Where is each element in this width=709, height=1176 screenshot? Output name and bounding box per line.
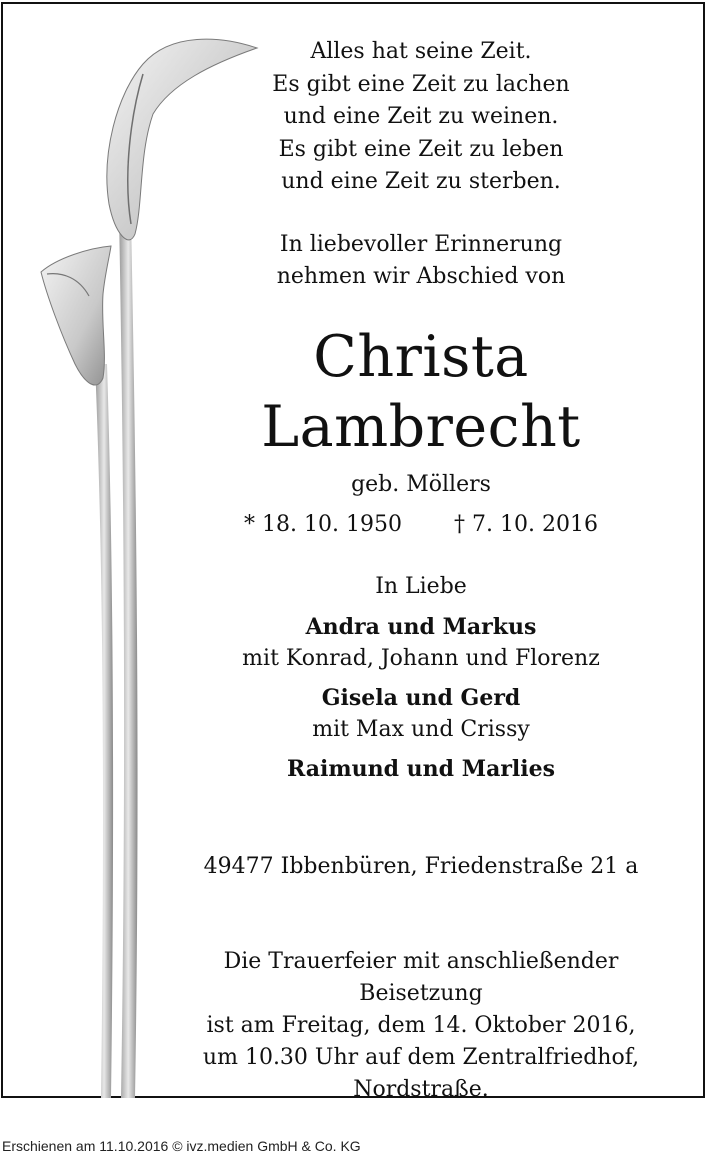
mourner-names: Raimund und Marlies (286, 756, 556, 782)
first-name: Christa (313, 324, 529, 390)
service-line: Die Trauerfeier mit anschließender Beisetzung (223, 949, 619, 1006)
poem-line: und eine Zeit zu sterben. (281, 169, 561, 194)
intro (163, 229, 679, 293)
mourner-group (163, 611, 679, 675)
mourner-names: Andra und Markus (305, 614, 537, 640)
obituary-frame (1, 2, 705, 1102)
mourner-children: mit Konrad, Johann und Florenz (242, 646, 600, 671)
service-line: um 10.30 Uhr auf dem Zentralfriedhof, (202, 1045, 640, 1070)
death-date: † 7. 10. 2016 (454, 512, 598, 537)
funeral-service-info (163, 946, 679, 1106)
service-line: Nordstraße. (353, 1077, 489, 1102)
poem-line: Es gibt eine Zeit zu lachen (272, 71, 570, 97)
in-love-heading: In Liebe (375, 574, 467, 599)
mourner-names: Gisela und Gerd (321, 685, 521, 711)
poem-line: Es gibt eine Zeit zu leben (278, 136, 564, 162)
birth-date: * 18. 10. 1950 (244, 512, 402, 537)
mourner-group (163, 682, 679, 746)
mourner-group (163, 753, 679, 785)
service-line: ist am Freitag, dem 14. Oktober 2016, (206, 1013, 636, 1038)
intro-line: In liebevoller Erinnerung (279, 232, 563, 257)
maiden-name: geb. Möllers (351, 472, 491, 497)
publication-footer: Erschienen am 11.10.2016 © ivz.medien GmbH & Co. KG (2, 1138, 361, 1154)
last-name: Lambrecht (261, 394, 581, 460)
poem (163, 36, 679, 199)
mourners-list (163, 611, 679, 792)
poem-line: Alles hat seine Zeit. (310, 39, 532, 64)
life-dates (163, 510, 679, 540)
deceased-name (163, 322, 679, 462)
poem-line: und eine Zeit zu weinen. (283, 104, 559, 129)
intro-line: nehmen wir Abschied von (276, 264, 566, 289)
mourner-children: mit Max und Crissy (312, 717, 530, 742)
address: 49477 Ibbenbüren, Friedenstraße 21 a (203, 854, 639, 879)
